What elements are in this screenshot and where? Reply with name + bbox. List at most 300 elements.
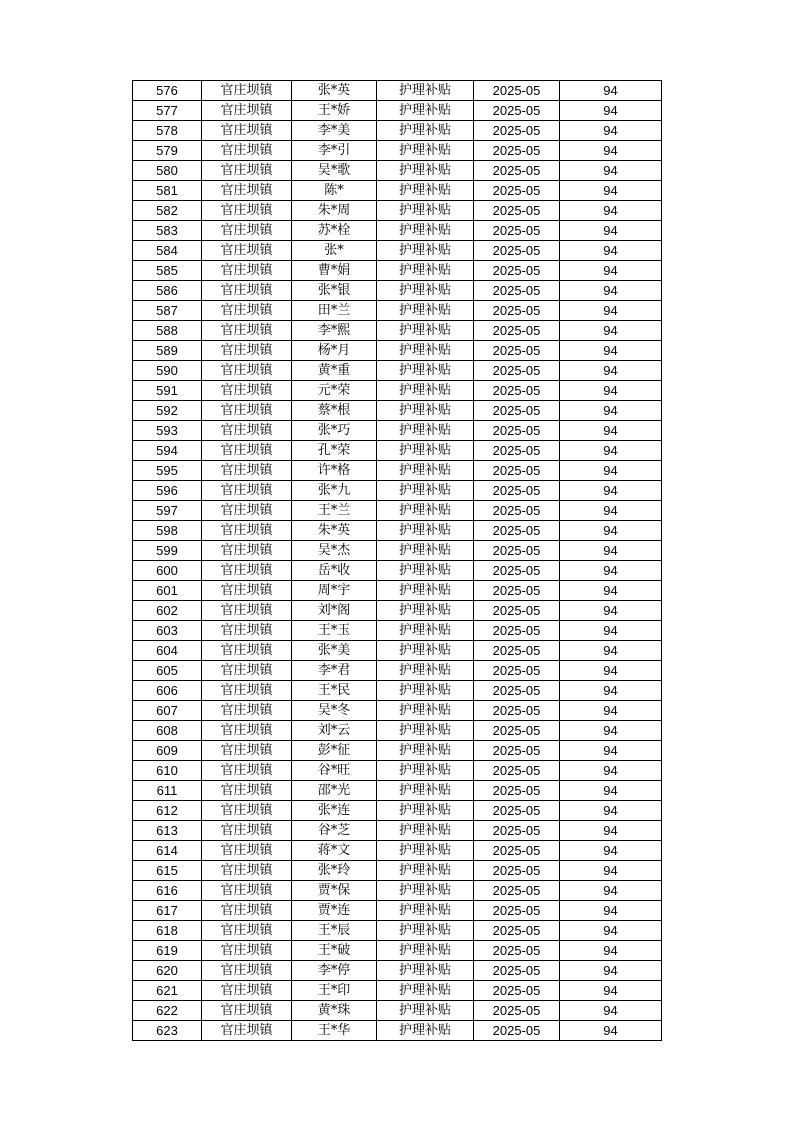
subsidy-type-cell: 护理补贴 [377,641,474,661]
name-cell: 黄*重 [292,361,377,381]
row-index-cell: 603 [133,621,202,641]
row-index-cell: 616 [133,881,202,901]
subsidy-type-cell: 护理补贴 [377,581,474,601]
row-index-cell: 618 [133,921,202,941]
table-row [133,1001,662,1021]
town-cell: 官庄坝镇 [202,781,292,801]
town-cell: 官庄坝镇 [202,921,292,941]
name-cell: 王*娇 [292,101,377,121]
town-cell: 官庄坝镇 [202,861,292,881]
name-cell: 田*兰 [292,301,377,321]
subsidy-type-cell: 护理补贴 [377,1001,474,1021]
row-index-cell: 604 [133,641,202,661]
table-row [133,81,662,101]
period-cell: 2025-05 [474,941,560,961]
period-cell: 2025-05 [474,801,560,821]
name-cell: 张*银 [292,281,377,301]
amount-cell: 94 [560,841,662,861]
name-cell: 李*停 [292,961,377,981]
period-cell: 2025-05 [474,981,560,1001]
table-row [133,401,662,421]
name-cell: 吴*杰 [292,541,377,561]
town-cell: 官庄坝镇 [202,581,292,601]
amount-cell: 94 [560,761,662,781]
town-cell: 官庄坝镇 [202,881,292,901]
amount-cell: 94 [560,661,662,681]
table-row [133,701,662,721]
subsidy-type-cell: 护理补贴 [377,361,474,381]
name-cell: 刘*阁 [292,601,377,621]
town-cell: 官庄坝镇 [202,461,292,481]
subsidy-type-cell: 护理补贴 [377,861,474,881]
period-cell: 2025-05 [474,441,560,461]
table-row [133,181,662,201]
amount-cell: 94 [560,461,662,481]
name-cell: 张*巧 [292,421,377,441]
row-index-cell: 623 [133,1021,202,1041]
amount-cell: 94 [560,941,662,961]
name-cell: 王*印 [292,981,377,1001]
table-row [133,201,662,221]
row-index-cell: 601 [133,581,202,601]
subsidy-type-cell: 护理补贴 [377,961,474,981]
amount-cell: 94 [560,381,662,401]
town-cell: 官庄坝镇 [202,941,292,961]
subsidy-type-cell: 护理补贴 [377,121,474,141]
table-row [133,781,662,801]
town-cell: 官庄坝镇 [202,701,292,721]
table-row [133,921,662,941]
row-index-cell: 602 [133,601,202,621]
amount-cell: 94 [560,321,662,341]
amount-cell: 94 [560,241,662,261]
name-cell: 许*格 [292,461,377,481]
table-row [133,241,662,261]
town-cell: 官庄坝镇 [202,281,292,301]
name-cell: 吴*冬 [292,701,377,721]
name-cell: 李*引 [292,141,377,161]
amount-cell: 94 [560,121,662,141]
name-cell: 张*玲 [292,861,377,881]
period-cell: 2025-05 [474,821,560,841]
name-cell: 周*宇 [292,581,377,601]
name-cell: 李*美 [292,121,377,141]
amount-cell: 94 [560,581,662,601]
amount-cell: 94 [560,681,662,701]
row-index-cell: 595 [133,461,202,481]
row-index-cell: 617 [133,901,202,921]
name-cell: 陈* [292,181,377,201]
period-cell: 2025-05 [474,741,560,761]
name-cell: 刘*云 [292,721,377,741]
amount-cell: 94 [560,741,662,761]
table-row [133,561,662,581]
subsidy-type-cell: 护理补贴 [377,781,474,801]
amount-cell: 94 [560,1021,662,1041]
table-row [133,281,662,301]
table-row [133,261,662,281]
table-row [133,521,662,541]
row-index-cell: 576 [133,81,202,101]
table-row [133,121,662,141]
row-index-cell: 607 [133,701,202,721]
town-cell: 官庄坝镇 [202,241,292,261]
table-row [133,541,662,561]
town-cell: 官庄坝镇 [202,661,292,681]
period-cell: 2025-05 [474,241,560,261]
subsidy-table [132,80,662,1041]
town-cell: 官庄坝镇 [202,821,292,841]
town-cell: 官庄坝镇 [202,741,292,761]
town-cell: 官庄坝镇 [202,801,292,821]
period-cell: 2025-05 [474,621,560,641]
amount-cell: 94 [560,881,662,901]
period-cell: 2025-05 [474,361,560,381]
name-cell: 李*君 [292,661,377,681]
table-row [133,641,662,661]
table-row [133,881,662,901]
subsidy-type-cell: 护理补贴 [377,821,474,841]
subsidy-type-cell: 护理补贴 [377,301,474,321]
amount-cell: 94 [560,481,662,501]
town-cell: 官庄坝镇 [202,601,292,621]
table-row [133,681,662,701]
period-cell: 2025-05 [474,461,560,481]
period-cell: 2025-05 [474,381,560,401]
period-cell: 2025-05 [474,921,560,941]
row-index-cell: 583 [133,221,202,241]
row-index-cell: 596 [133,481,202,501]
town-cell: 官庄坝镇 [202,161,292,181]
amount-cell: 94 [560,601,662,621]
amount-cell: 94 [560,561,662,581]
amount-cell: 94 [560,781,662,801]
amount-cell: 94 [560,641,662,661]
amount-cell: 94 [560,701,662,721]
name-cell: 朱*周 [292,201,377,221]
town-cell: 官庄坝镇 [202,901,292,921]
row-index-cell: 589 [133,341,202,361]
amount-cell: 94 [560,281,662,301]
row-index-cell: 606 [133,681,202,701]
period-cell: 2025-05 [474,101,560,121]
town-cell: 官庄坝镇 [202,261,292,281]
subsidy-type-cell: 护理补贴 [377,481,474,501]
subsidy-type-cell: 护理补贴 [377,881,474,901]
table-row [133,741,662,761]
town-cell: 官庄坝镇 [202,181,292,201]
town-cell: 官庄坝镇 [202,121,292,141]
amount-cell: 94 [560,361,662,381]
row-index-cell: 581 [133,181,202,201]
town-cell: 官庄坝镇 [202,981,292,1001]
row-index-cell: 598 [133,521,202,541]
town-cell: 官庄坝镇 [202,221,292,241]
row-index-cell: 605 [133,661,202,681]
subsidy-type-cell: 护理补贴 [377,761,474,781]
table-row [133,661,662,681]
amount-cell: 94 [560,201,662,221]
period-cell: 2025-05 [474,881,560,901]
name-cell: 谷*旺 [292,761,377,781]
subsidy-type-cell: 护理补贴 [377,461,474,481]
name-cell: 李*熙 [292,321,377,341]
amount-cell: 94 [560,821,662,841]
name-cell: 张*英 [292,81,377,101]
subsidy-type-cell: 护理补贴 [377,341,474,361]
table-row [133,601,662,621]
period-cell: 2025-05 [474,681,560,701]
subsidy-type-cell: 护理补贴 [377,501,474,521]
table-row [133,481,662,501]
subsidy-type-cell: 护理补贴 [377,901,474,921]
row-index-cell: 622 [133,1001,202,1021]
town-cell: 官庄坝镇 [202,1021,292,1041]
row-index-cell: 600 [133,561,202,581]
table-row [133,101,662,121]
row-index-cell: 614 [133,841,202,861]
period-cell: 2025-05 [474,781,560,801]
period-cell: 2025-05 [474,341,560,361]
row-index-cell: 582 [133,201,202,221]
table-row [133,321,662,341]
amount-cell: 94 [560,861,662,881]
amount-cell: 94 [560,81,662,101]
period-cell: 2025-05 [474,181,560,201]
name-cell: 王*辰 [292,921,377,941]
table-row [133,301,662,321]
table-row [133,1021,662,1041]
amount-cell: 94 [560,401,662,421]
name-cell: 王*破 [292,941,377,961]
table-row [133,421,662,441]
period-cell: 2025-05 [474,81,560,101]
name-cell: 王*兰 [292,501,377,521]
subsidy-type-cell: 护理补贴 [377,141,474,161]
row-index-cell: 588 [133,321,202,341]
table-body [133,81,662,1041]
row-index-cell: 580 [133,161,202,181]
table-row [133,961,662,981]
row-index-cell: 584 [133,241,202,261]
town-cell: 官庄坝镇 [202,321,292,341]
table-row [133,221,662,241]
period-cell: 2025-05 [474,901,560,921]
name-cell: 谷*芝 [292,821,377,841]
row-index-cell: 586 [133,281,202,301]
subsidy-type-cell: 护理补贴 [377,521,474,541]
amount-cell: 94 [560,341,662,361]
amount-cell: 94 [560,961,662,981]
row-index-cell: 613 [133,821,202,841]
town-cell: 官庄坝镇 [202,361,292,381]
row-index-cell: 615 [133,861,202,881]
table-row [133,461,662,481]
amount-cell: 94 [560,541,662,561]
period-cell: 2025-05 [474,861,560,881]
period-cell: 2025-05 [474,601,560,621]
period-cell: 2025-05 [474,761,560,781]
name-cell: 苏*栓 [292,221,377,241]
period-cell: 2025-05 [474,261,560,281]
table-row [133,801,662,821]
period-cell: 2025-05 [474,301,560,321]
subsidy-type-cell: 护理补贴 [377,601,474,621]
amount-cell: 94 [560,101,662,121]
subsidy-type-cell: 护理补贴 [377,941,474,961]
row-index-cell: 587 [133,301,202,321]
subsidy-type-cell: 护理补贴 [377,161,474,181]
town-cell: 官庄坝镇 [202,101,292,121]
subsidy-type-cell: 护理补贴 [377,681,474,701]
name-cell: 彭*征 [292,741,377,761]
name-cell: 蒋*文 [292,841,377,861]
name-cell: 黄*珠 [292,1001,377,1021]
table-row [133,381,662,401]
row-index-cell: 594 [133,441,202,461]
subsidy-type-cell: 护理补贴 [377,281,474,301]
town-cell: 官庄坝镇 [202,381,292,401]
row-index-cell: 599 [133,541,202,561]
row-index-cell: 593 [133,421,202,441]
town-cell: 官庄坝镇 [202,501,292,521]
name-cell: 王*玉 [292,621,377,641]
name-cell: 贾*保 [292,881,377,901]
period-cell: 2025-05 [474,481,560,501]
subsidy-type-cell: 护理补贴 [377,721,474,741]
town-cell: 官庄坝镇 [202,421,292,441]
period-cell: 2025-05 [474,581,560,601]
name-cell: 元*荣 [292,381,377,401]
name-cell: 杨*月 [292,341,377,361]
table-row [133,901,662,921]
period-cell: 2025-05 [474,721,560,741]
period-cell: 2025-05 [474,961,560,981]
amount-cell: 94 [560,1001,662,1021]
amount-cell: 94 [560,801,662,821]
name-cell: 孔*荣 [292,441,377,461]
amount-cell: 94 [560,181,662,201]
name-cell: 王*华 [292,1021,377,1041]
name-cell: 邵*光 [292,781,377,801]
period-cell: 2025-05 [474,421,560,441]
subsidy-type-cell: 护理补贴 [377,541,474,561]
table-row [133,621,662,641]
town-cell: 官庄坝镇 [202,1001,292,1021]
subsidy-type-cell: 护理补贴 [377,381,474,401]
amount-cell: 94 [560,901,662,921]
name-cell: 张*美 [292,641,377,661]
town-cell: 官庄坝镇 [202,961,292,981]
subsidy-type-cell: 护理补贴 [377,1021,474,1041]
period-cell: 2025-05 [474,141,560,161]
name-cell: 张* [292,241,377,261]
town-cell: 官庄坝镇 [202,681,292,701]
table-row [133,161,662,181]
period-cell: 2025-05 [474,121,560,141]
table-row [133,981,662,1001]
subsidy-type-cell: 护理补贴 [377,741,474,761]
amount-cell: 94 [560,301,662,321]
row-index-cell: 591 [133,381,202,401]
table-row [133,821,662,841]
row-index-cell: 611 [133,781,202,801]
row-index-cell: 577 [133,101,202,121]
subsidy-type-cell: 护理补贴 [377,421,474,441]
name-cell: 王*民 [292,681,377,701]
period-cell: 2025-05 [474,161,560,181]
period-cell: 2025-05 [474,401,560,421]
table-row [133,141,662,161]
amount-cell: 94 [560,501,662,521]
name-cell: 贾*连 [292,901,377,921]
row-index-cell: 609 [133,741,202,761]
name-cell: 朱*英 [292,521,377,541]
row-index-cell: 592 [133,401,202,421]
period-cell: 2025-05 [474,201,560,221]
amount-cell: 94 [560,721,662,741]
row-index-cell: 578 [133,121,202,141]
row-index-cell: 590 [133,361,202,381]
period-cell: 2025-05 [474,841,560,861]
subsidy-type-cell: 护理补贴 [377,261,474,281]
town-cell: 官庄坝镇 [202,761,292,781]
subsidy-type-cell: 护理补贴 [377,401,474,421]
table-row [133,341,662,361]
table-row [133,721,662,741]
table-row [133,581,662,601]
row-index-cell: 612 [133,801,202,821]
name-cell: 张*九 [292,481,377,501]
row-index-cell: 579 [133,141,202,161]
name-cell: 吴*歌 [292,161,377,181]
town-cell: 官庄坝镇 [202,481,292,501]
town-cell: 官庄坝镇 [202,141,292,161]
town-cell: 官庄坝镇 [202,541,292,561]
amount-cell: 94 [560,161,662,181]
amount-cell: 94 [560,521,662,541]
town-cell: 官庄坝镇 [202,201,292,221]
subsidy-type-cell: 护理补贴 [377,441,474,461]
subsidy-type-cell: 护理补贴 [377,221,474,241]
table-row [133,941,662,961]
table-row [133,761,662,781]
period-cell: 2025-05 [474,501,560,521]
town-cell: 官庄坝镇 [202,341,292,361]
period-cell: 2025-05 [474,281,560,301]
town-cell: 官庄坝镇 [202,81,292,101]
subsidy-type-cell: 护理补贴 [377,241,474,261]
table-row [133,841,662,861]
row-index-cell: 621 [133,981,202,1001]
row-index-cell: 620 [133,961,202,981]
subsidy-type-cell: 护理补贴 [377,81,474,101]
subsidy-type-cell: 护理补贴 [377,621,474,641]
subsidy-type-cell: 护理补贴 [377,321,474,341]
period-cell: 2025-05 [474,541,560,561]
town-cell: 官庄坝镇 [202,301,292,321]
subsidy-type-cell: 护理补贴 [377,801,474,821]
amount-cell: 94 [560,221,662,241]
period-cell: 2025-05 [474,1021,560,1041]
name-cell: 曹*娟 [292,261,377,281]
period-cell: 2025-05 [474,641,560,661]
row-index-cell: 608 [133,721,202,741]
period-cell: 2025-05 [474,1001,560,1021]
row-index-cell: 619 [133,941,202,961]
row-index-cell: 597 [133,501,202,521]
town-cell: 官庄坝镇 [202,401,292,421]
